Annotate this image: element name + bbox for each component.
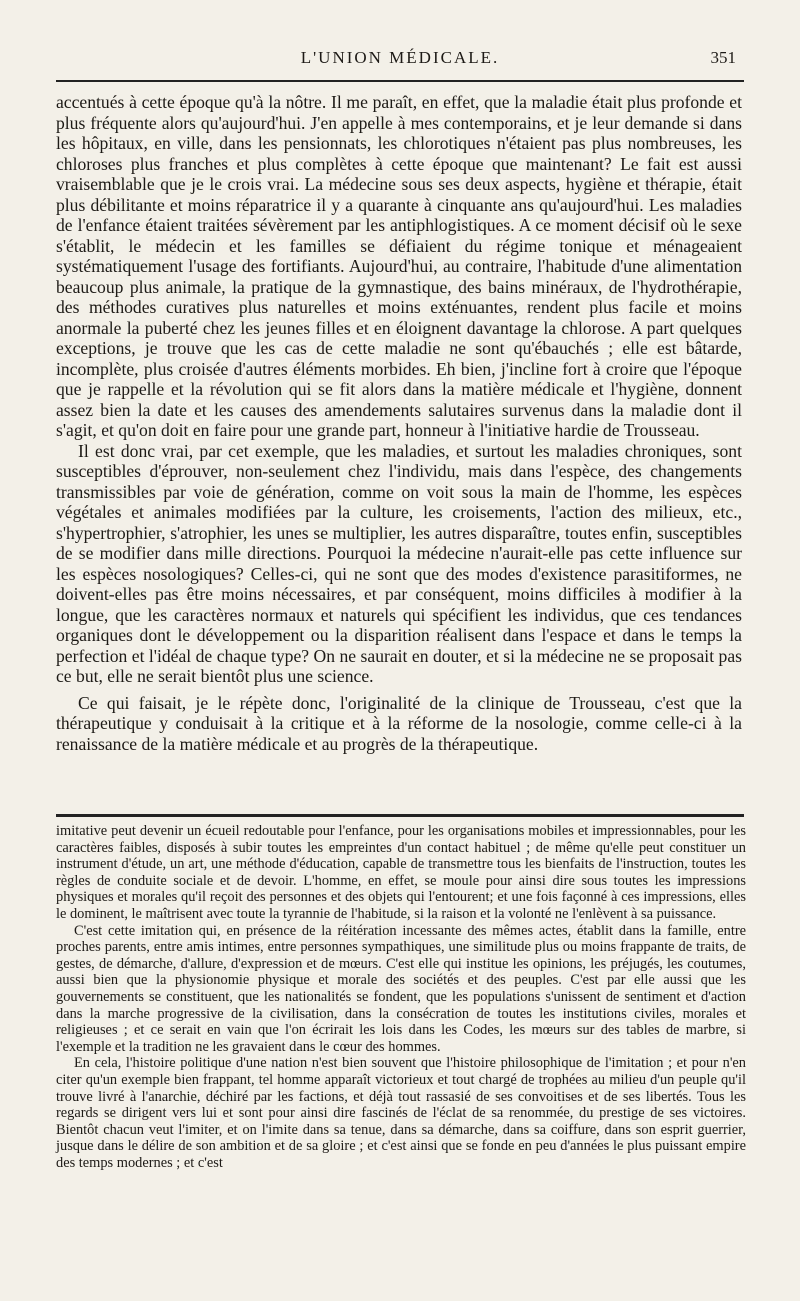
main-paragraph: Ce qui faisait, je le répète donc, l'originalité de la clinique de Trousseau, c'est que la thérapeutique y conduisait à la critique et à la réforme de la nosologie, comme celle-ci à la renaissance de la matière médicale et au progrès de la thérapeutique. <box>56 692 742 754</box>
footnote-paragraph: imitative peut devenir un écueil redoutable pour l'enfance, pour les organisations mobiles et impressionnables, pour les caractères faibles, disposés à subir toutes les empreintes d'un contact habituel ; de même qu'elle peut constituer un instrument d'étude, un art, une méthode d'éducation, capable de transmettre tous les bienfaits de l'instruction, toutes les règles de conduite sociale et de devoir. L'homme, en effet, se moule pour ainsi dire sous toutes les impressions physiques et morales qu'il reçoit des personnes et des objets qui l'entourent; et une fois façonné à ces impressions, elles le dominent, le maîtrisent avec toute la tyrannie de l'habitude, si la raison et la volonté ne l'enlèvent à sa puissance. <box>56 823 746 922</box>
header-rule <box>56 80 744 82</box>
footnote-paragraph: En cela, l'histoire politique d'une nation n'est bien souvent que l'histoire philosophique de l'imitation ; et pour n'en citer qu'un exemple bien frappant, tel homme apparaît victorieux et tout chargé de trophées au milieu d'un peuple qu'il trouve livré à l'anarchie, déchiré par les factions, et déjà tout rassasié de ses convoitises et de ses libertés. Tous les regards se dirigent vers lui et sont pour ainsi dire fascinés de l'éclat de sa renommée, du prestige de ses victoires. Bientôt chacun veut l'imiter, et on l'imite dans sa tenue, dans sa démarche, dans sa coiffure, dans son esprit guerrier, jusque dans le délire de son ambition et de sa gloire ; et c'est ainsi que se fonde en peu d'années le plus puissant empire des temps modernes ; et c'est <box>56 1055 746 1171</box>
page-number: 351 <box>710 48 736 67</box>
main-text <box>56 92 742 754</box>
page-header <box>60 48 740 76</box>
main-paragraph: Il est donc vrai, par cet exemple, que les maladies, et surtout les maladies chroniques, sont susceptibles d'éprouver, non-seulement chez l'individu, mais dans l'espèce, des changements transmissibles par voie de génération, comme on voit sous la main de l'homme, les espèces végétales et animales modifiées par la culture, les croisements, l'action des milieux, etc., s'hypertrophier, s'atrophier, les unes se multiplier, les autres disparaître, toutes enfin, susceptibles de se modifier dans mille directions. Pourquoi la médecine n'aurait-elle pas cette influence sur les espèces nosologiques? Celles-ci, qui ne sont que des modes d'existence parasitiformes, ne doivent-elles pas être moins nécessaires, et par conséquent, moins difficiles à modifier à la longue, que les caractères normaux et naturels qui spécifient les individus, que ces tendances organiques dont le développement ou la disparition réalisent dans l'espace et dans le temps la perfection et l'idéal de chaque type? On ne saurait en douter, et si la médecine ne se proposait pas ce but, elle ne serait bientôt plus une science. <box>56 440 742 686</box>
footnote-rule <box>56 814 744 817</box>
running-title: L'UNION MÉDICALE. <box>300 48 500 67</box>
footnote-text <box>56 823 746 1171</box>
main-paragraph: accentués à cette époque qu'à la nôtre. Il me paraît, en effet, que la maladie était plus profonde et plus fréquente alors qu'aujourd'hui. J'en appelle à mes contemporains, et je leur demande si dans les hôpitaux, en ville, dans les pensionnats, les chlorotiques n'étaient pas plus nombreuses, les chloroses plus franches et plus complètes à cette époque que maintenant? Le fait est aussi vraisemblable que je le crois vrai. La médecine sous ses deux aspects, hygiène et thérapie, était plus débilitante et moins réparatrice il y a quarante à cinquante ans qu'aujourd'hui. Les maladies de l'enfance étaient traitées sévèrement par les antiphlogistiques. A ce moment décisif où le sexe s'établit, le médecin et les familles se défiaient du régime tonique et ménageaient systématiquement l'usage des fortifiants. Aujourd'hui, au contraire, l'habitude d'une alimentation beaucoup plus animale, la pratique de la gymnastique, des bains minéraux, de l'hydrothérapie, des méthodes curatives plus naturelles et moins exténuantes, rendent plus facile et moins anormale la puberté chez les jeunes filles et en éloignent davantage la chlorose. A part quelques exceptions, je trouve que les cas de cette maladie ne sont qu'ébauchés ; elle est bâtarde, incomplète, plus croisée d'autres éléments morbides. Eh bien, j'incline fort à croire que l'époque que je rappelle et la révolution qui se fit alors dans la matière médicale et l'hygiène, donnent assez bien la date et les causes des amendements salutaires survenus dans la maladie dont il s'agit, et qu'on doit en faire pour une grande part, honneur à l'initiative hardie de Trousseau. <box>56 92 742 440</box>
footnote-paragraph: C'est cette imitation qui, en présence de la réitération incessante des mêmes actes, établit dans la famille, entre proches parents, entre amis intimes, entre personnes sympathiques, une similitude plus ou moins frappante de traits, de gestes, de démarche, d'allure, d'expression et de mœurs. C'est elle qui institue les opinions, les préjugés, les coutumes, aussi bien que la physionomie physique et morale des sociétés et des peuples. C'est par elle aussi que les gouvernements se constituent, que les nationalités se fondent, que les populations s'unissent de sentiment et d'action dans la marche progressive de la civilisation, dans la consécration de toutes les institutions civiles, morales et religieuses ; et ce serait en vain que l'on écrirait les lois dans les Codes, les mœurs sur des tables de marbre, si l'exemple et la tradition ne les gravaient dans le cœur des hommes. <box>56 922 746 1055</box>
